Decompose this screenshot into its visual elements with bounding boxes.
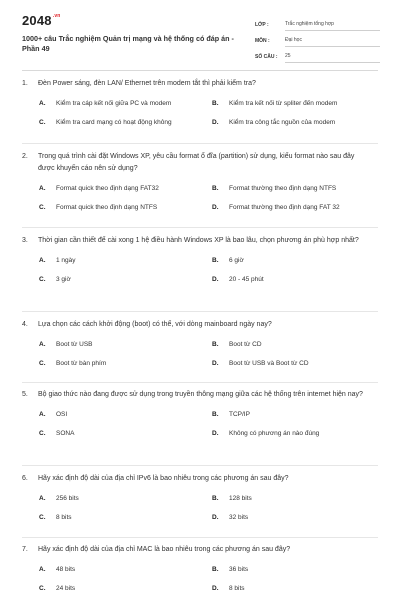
answer-option[interactable] xyxy=(39,256,212,265)
option-text: Boot từ CD xyxy=(229,341,262,348)
question-item xyxy=(22,389,378,438)
question-text: Đèn Power sáng, đèn LAN/ Ethernet trên modem tắt thì phải kiểm tra? xyxy=(38,80,256,87)
option-text: SONA xyxy=(56,430,75,437)
option-text: 6 giờ xyxy=(229,257,244,264)
option-text: 3 giờ xyxy=(56,276,71,283)
option-letter: A. xyxy=(39,100,46,107)
option-letter: A. xyxy=(39,341,46,348)
question-divider xyxy=(22,465,378,466)
option-letter: B. xyxy=(212,185,219,192)
answer-option[interactable] xyxy=(39,99,212,108)
answer-option[interactable] xyxy=(212,584,385,593)
meta-value: Đại học xyxy=(285,37,380,47)
answer-option[interactable] xyxy=(212,275,385,284)
answer-option[interactable] xyxy=(212,99,385,108)
question-item xyxy=(22,319,378,368)
meta-row-subject xyxy=(255,31,380,47)
option-letter: B. xyxy=(212,411,219,418)
question-text: Hãy xác định độ dài của địa chỉ IPv6 là bao nhiêu trong các phương án sau đây? xyxy=(38,475,289,482)
answer-options xyxy=(39,565,378,593)
option-letter: A. xyxy=(39,495,46,502)
option-letter: C. xyxy=(39,430,46,437)
answer-options xyxy=(39,256,378,284)
option-letter: C. xyxy=(39,204,46,211)
question-divider xyxy=(22,227,378,228)
answer-options xyxy=(39,410,378,438)
question-divider xyxy=(22,311,378,312)
option-text: Boot từ USB và Boot từ CD xyxy=(229,360,309,367)
question-text: Thời gian cần thiết để cài xong 1 hệ điều hành Windows XP là bao lâu, chọn phương án phù hợp nhất? xyxy=(38,237,359,244)
option-text: 8 bits xyxy=(56,514,72,521)
meta-value: 25 xyxy=(285,53,380,63)
option-text: 32 bits xyxy=(229,514,249,521)
question-number: 2. xyxy=(22,153,28,160)
option-text: 256 bits xyxy=(56,495,79,502)
answer-option[interactable] xyxy=(212,340,385,349)
answer-option[interactable] xyxy=(39,584,212,593)
meta-row-class xyxy=(255,15,380,31)
option-letter: D. xyxy=(212,276,219,283)
answer-option[interactable] xyxy=(212,256,385,265)
question-stem xyxy=(22,235,378,247)
answer-option[interactable] xyxy=(212,429,385,438)
option-letter: C. xyxy=(39,585,46,592)
document-meta xyxy=(255,15,380,63)
option-letter: D. xyxy=(212,430,219,437)
option-letter: D. xyxy=(212,360,219,367)
option-letter: D. xyxy=(212,119,219,126)
answer-option[interactable] xyxy=(212,118,385,127)
option-text: 24 bits xyxy=(56,585,76,592)
option-text: OSI xyxy=(56,411,68,418)
answer-options xyxy=(39,99,378,127)
option-letter: A. xyxy=(39,566,46,573)
option-letter: B. xyxy=(212,495,219,502)
option-letter: A. xyxy=(39,185,46,192)
option-text: Kiểm tra công tắc nguồn của modem xyxy=(229,119,336,126)
question-number: 6. xyxy=(22,475,28,482)
question-number: 4. xyxy=(22,321,28,328)
logo-text: 2048 xyxy=(22,13,52,28)
option-letter: B. xyxy=(212,566,219,573)
meta-label: SỐ CÂU : xyxy=(255,54,278,60)
option-letter: C. xyxy=(39,514,46,521)
question-text: Bộ giao thức nào đang được sử dụng trong truyền thông mạng giữa các hệ thống trên internet hiện nay? xyxy=(38,391,363,398)
answer-option[interactable] xyxy=(212,513,385,522)
meta-label: MÔN : xyxy=(255,38,270,44)
option-text: Format thường theo định dạng NTFS xyxy=(229,185,337,192)
answer-option[interactable] xyxy=(212,494,385,503)
question-text: Lựa chọn các cách khởi động (boot) có thể, với dòng mainboard ngày nay? xyxy=(38,321,272,328)
option-text: 1 ngày xyxy=(56,257,76,264)
answer-option[interactable] xyxy=(212,203,385,212)
option-text: 36 bits xyxy=(229,566,249,573)
header-divider xyxy=(22,70,378,71)
answer-option[interactable] xyxy=(39,513,212,522)
question-item xyxy=(22,235,378,284)
answer-option[interactable] xyxy=(39,275,212,284)
option-letter: D. xyxy=(212,204,219,211)
question-item xyxy=(22,78,378,127)
meta-row-count xyxy=(255,47,380,63)
option-letter: B. xyxy=(212,257,219,264)
question-item xyxy=(22,473,378,522)
option-letter: C. xyxy=(39,360,46,367)
answer-option[interactable] xyxy=(39,429,212,438)
option-text: Format thường theo định dạng FAT 32 xyxy=(229,204,340,211)
question-number: 5. xyxy=(22,391,28,398)
answer-option[interactable] xyxy=(39,118,212,127)
option-letter: D. xyxy=(212,585,219,592)
option-text: 128 bits xyxy=(229,495,252,502)
option-text: Format quick theo định dạng FAT32 xyxy=(56,185,159,192)
question-stem xyxy=(22,473,378,485)
question-item xyxy=(22,544,378,593)
site-logo[interactable] xyxy=(22,13,61,28)
answer-option[interactable] xyxy=(39,565,212,574)
question-stem xyxy=(22,389,378,401)
question-divider xyxy=(22,143,378,144)
answer-option[interactable] xyxy=(39,184,212,193)
option-text: 20 - 45 phút xyxy=(229,276,264,283)
option-text: Format quick theo định dạng NTFS xyxy=(56,204,158,211)
answer-option[interactable] xyxy=(39,203,212,212)
option-text: Boot từ USB xyxy=(56,341,93,348)
answer-option[interactable] xyxy=(39,340,212,349)
answer-option[interactable] xyxy=(39,494,212,503)
option-text: Boot từ bàn phím xyxy=(56,360,107,367)
option-letter: B. xyxy=(212,341,219,348)
page-header xyxy=(0,0,400,64)
question-number: 1. xyxy=(22,80,28,87)
question-item xyxy=(22,151,378,212)
question-text: Hãy xác định độ dài của địa chỉ MAC là bao nhiêu trong các phương án sau đây? xyxy=(38,546,291,553)
question-text: Trong quá trình cài đặt Windows XP, yêu cầu format ổ đĩa (partition) sử dụng, kiểu format nào sau đây được khuyến cáo nên sử dụng? xyxy=(38,153,355,172)
question-stem xyxy=(22,319,378,331)
question-divider xyxy=(22,537,378,538)
option-text: Kiểm tra card mạng có hoạt động không xyxy=(56,119,172,126)
option-letter: A. xyxy=(39,411,46,418)
option-text: Kiểm tra kết nối từ spliter đến modem xyxy=(229,100,338,107)
document-title: 1000+ câu Trắc nghiệm Quản trị mạng và hệ thống có đáp án - Phần 49 xyxy=(22,34,234,53)
option-letter: C. xyxy=(39,276,46,283)
question-number: 3. xyxy=(22,237,28,244)
answer-option[interactable] xyxy=(212,184,385,193)
option-letter: C. xyxy=(39,119,46,126)
question-stem xyxy=(22,151,378,175)
option-letter: D. xyxy=(212,514,219,521)
answer-option[interactable] xyxy=(39,410,212,419)
meta-label: LỚP : xyxy=(255,22,269,28)
answer-option[interactable] xyxy=(212,359,385,368)
meta-value: Trắc nghiệm tổng hợp xyxy=(285,21,380,31)
answer-option[interactable] xyxy=(212,565,385,574)
option-text: 48 bits xyxy=(56,566,76,573)
answer-options xyxy=(39,184,378,212)
option-text: Kiểm tra cáp kết nối giữa PC và modem xyxy=(56,100,172,107)
option-letter: A. xyxy=(39,257,46,264)
question-stem xyxy=(22,544,378,556)
option-text: 8 bits xyxy=(229,585,245,592)
option-text: TCP/IP xyxy=(229,411,250,418)
option-text: Không có phương án nào đúng xyxy=(229,430,320,437)
question-stem xyxy=(22,78,378,90)
logo-suffix: .vn xyxy=(52,13,61,19)
answer-option[interactable] xyxy=(212,410,385,419)
answer-option[interactable] xyxy=(39,359,212,368)
question-number: 7. xyxy=(22,546,28,553)
option-letter: B. xyxy=(212,100,219,107)
answer-options xyxy=(39,494,378,522)
answer-options xyxy=(39,340,378,368)
question-divider xyxy=(22,382,378,383)
